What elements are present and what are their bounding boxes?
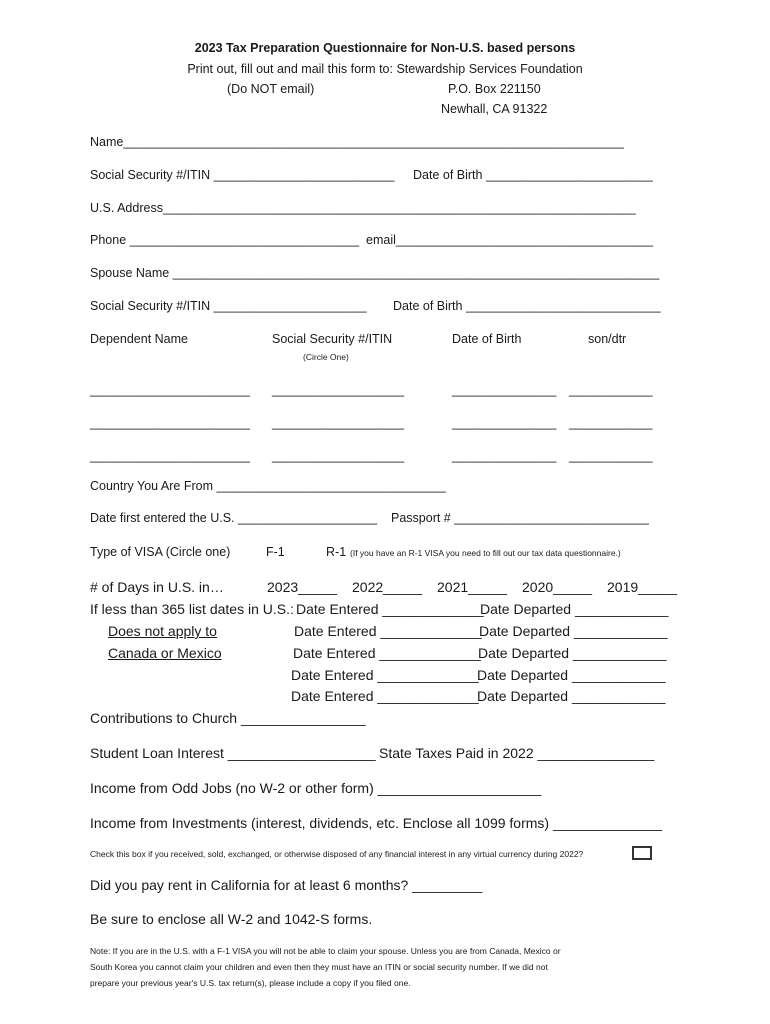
date-entered-field-3[interactable]: Date Entered _____________ <box>293 645 481 661</box>
date-departed-field-5[interactable]: Date Departed ____________ <box>477 688 666 704</box>
ssn-field[interactable]: Social Security #/ITIN __________________________ <box>90 168 395 182</box>
odd-jobs-income-field[interactable]: Income from Odd Jobs (no W-2 or other form) _____________________ <box>90 780 542 796</box>
note-line-1: Note: If you are in the U.S. with a F-1 VISA you will not be able to claim your spouse. Unless you are from Canada, Mexico or <box>90 946 561 956</box>
date-entered-field-4[interactable]: Date Entered _____________ <box>291 667 479 683</box>
california-rent-field[interactable]: Did you pay rent in California for at least 6 months? _________ <box>90 877 483 893</box>
days-2022-field[interactable]: 2022_____ <box>352 579 423 595</box>
investment-income-field[interactable]: Income from Investments (interest, dividends, etc. Enclose all 1099 forms) ______________ <box>90 815 662 831</box>
not-apply-note-line1: Does not apply to <box>108 623 217 639</box>
dependent-row-2-dob[interactable]: _______________ <box>452 416 557 430</box>
dependent-row-1-ssn[interactable]: ___________________ <box>272 383 405 397</box>
visa-option-r1[interactable]: R-1 <box>326 545 347 559</box>
circle-one-note: (Circle One) <box>303 352 349 362</box>
days-2023-field[interactable]: 2023_____ <box>267 579 338 595</box>
dependent-row-3-relation[interactable]: ____________ <box>569 449 653 463</box>
dependent-row-2-ssn[interactable]: ___________________ <box>272 416 405 430</box>
date-departed-field-2[interactable]: Date Departed ____________ <box>479 623 668 639</box>
spouse-dob-field[interactable]: Date of Birth ____________________________ <box>393 299 661 313</box>
email-field[interactable]: email_____________________________________ <box>366 233 654 247</box>
not-apply-note-line2: Canada or Mexico <box>108 645 222 661</box>
dependent-name-header: Dependent Name <box>90 332 188 346</box>
state-taxes-field[interactable]: State Taxes Paid in 2022 _______________ <box>379 745 655 761</box>
phone-field[interactable]: Phone _________________________________ <box>90 233 360 247</box>
dependent-row-3-name[interactable]: _______________________ <box>90 449 250 463</box>
note-line-3: prepare your previous year's U.S. tax return(s), please include a copy if you filed one. <box>90 978 411 988</box>
city-zip: Newhall, CA 91322 <box>441 102 548 116</box>
dependent-dob-header: Date of Birth <box>452 332 522 346</box>
date-departed-field-4[interactable]: Date Departed ____________ <box>477 667 666 683</box>
days-2021-field[interactable]: 2021_____ <box>437 579 508 595</box>
dependent-row-3-ssn[interactable]: ___________________ <box>272 449 405 463</box>
days-2019-field[interactable]: 2019_____ <box>607 579 678 595</box>
enclose-forms-note: Be sure to enclose all W-2 and 1042-S forms. <box>90 911 373 927</box>
spouse-name-field[interactable]: Spouse Name ______________________________________________________________________ <box>90 266 660 280</box>
mail-instruction: Print out, fill out and mail this form to: Stewardship Services Foundation <box>187 62 583 76</box>
visa-label: Type of VISA (Circle one) <box>90 545 231 559</box>
less-than-365-label: If less than 365 list dates in U.S.: <box>90 601 294 617</box>
po-box: P.O. Box 221150 <box>448 82 541 96</box>
visa-option-f1[interactable]: F-1 <box>266 545 285 559</box>
no-email-note: (Do NOT email) <box>227 82 315 96</box>
dependent-row-3-dob[interactable]: _______________ <box>452 449 557 463</box>
days-2020-field[interactable]: 2020_____ <box>522 579 593 595</box>
date-entered-field-2[interactable]: Date Entered _____________ <box>294 623 482 639</box>
dependent-relation-header: son/dtr <box>588 332 627 346</box>
dependent-row-2-name[interactable]: _______________________ <box>90 416 250 430</box>
form-title: 2023 Tax Preparation Questionnaire for Non-U.S. based persons <box>194 41 576 55</box>
date-departed-field-3[interactable]: Date Departed ____________ <box>478 645 667 661</box>
dependent-row-2-relation[interactable]: ____________ <box>569 416 653 430</box>
country-field[interactable]: Country You Are From _________________________________ <box>90 479 446 493</box>
spouse-ssn-field[interactable]: Social Security #/ITIN ______________________ <box>90 299 367 313</box>
name-field[interactable]: Name________________________________________________________________________ <box>90 135 624 149</box>
dob-field[interactable]: Date of Birth ________________________ <box>413 168 653 182</box>
days-label: # of Days in U.S. in… <box>90 579 224 595</box>
dependent-row-1-relation[interactable]: ____________ <box>569 383 653 397</box>
dependent-row-1-name[interactable]: _______________________ <box>90 383 250 397</box>
student-loan-field[interactable]: Student Loan Interest ___________________ <box>90 745 376 761</box>
dependent-ssn-header: Social Security #/ITIN <box>272 332 393 346</box>
dependent-row-1-dob[interactable]: _______________ <box>452 383 557 397</box>
r1-visa-note: (If you have an R-1 VISA you need to fill out our tax data questionnaire.) <box>350 548 621 558</box>
passport-field[interactable]: Passport # ____________________________ <box>391 511 649 525</box>
date-entered-field-5[interactable]: Date Entered _____________ <box>291 688 479 704</box>
first-entered-field[interactable]: Date first entered the U.S. ____________________ <box>90 511 378 525</box>
date-entered-field-1[interactable]: Date Entered _____________ <box>296 601 484 617</box>
note-line-2: South Korea you cannot claim your children and even then they must have an ITIN or social security number. If we did not <box>90 962 548 972</box>
date-departed-field-1[interactable]: Date Departed ____________ <box>480 601 669 617</box>
virtual-currency-checkbox[interactable] <box>632 846 652 860</box>
virtual-currency-question: Check this box if you received, sold, exchanged, or otherwise disposed of any financial interest in any virtual currency during 2022? <box>90 849 584 859</box>
address-field[interactable]: U.S. Address____________________________________________________________________ <box>90 201 636 215</box>
church-contributions-field[interactable]: Contributions to Church ________________ <box>90 710 366 726</box>
